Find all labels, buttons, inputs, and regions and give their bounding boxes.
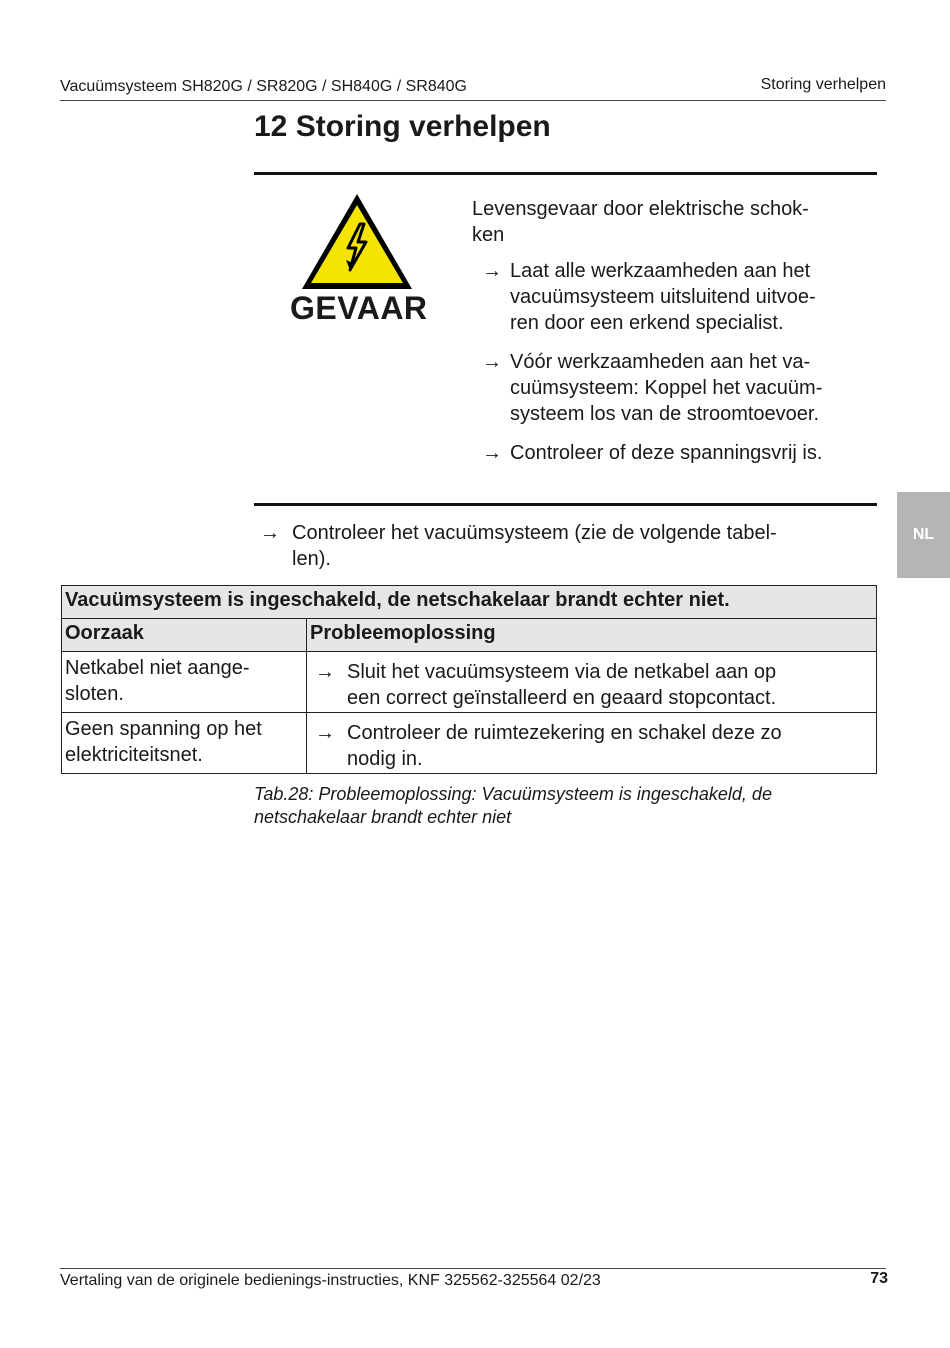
safety-step-text: Vóór werkzaamheden aan het va- cuümsysteem: Koppel het vacuüm- systeem los van de stroomtoevoer.: [510, 351, 823, 425]
arrow-right-icon: →: [315, 722, 335, 744]
table-row: [62, 713, 877, 774]
header-section: Storing verhelpen: [760, 76, 886, 93]
troubleshooting-table: [61, 585, 877, 774]
language-tab: NL: [897, 492, 950, 578]
footer-text: Vertaling van de originele bedienings-instructies, KNF 325562-325564 02/23: [60, 1272, 601, 1289]
table-title: Vacuümsysteem is ingeschakeld, de netschakelaar brandt echter niet.: [62, 586, 877, 619]
intro-action-text: Controleer het vacuümsysteem (zie de volgende tabel- len).: [292, 522, 777, 570]
safety-steps: [482, 258, 877, 479]
cause-cell: Geen spanning op het elektriciteitsnet.: [62, 713, 307, 774]
solution-cell: [307, 713, 877, 774]
solution-cell: [307, 652, 877, 713]
hazard-text: Levensgevaar door elektrische schok- ken: [472, 198, 809, 246]
intro-action: [260, 520, 850, 572]
header-divider: [60, 100, 886, 101]
electric-hazard-icon: [300, 192, 414, 292]
safety-top-rule: [254, 172, 877, 175]
page-title: 12 Storing verhelpen: [254, 110, 551, 143]
footer-divider: [60, 1268, 886, 1269]
arrow-right-icon: →: [482, 260, 502, 282]
safety-step: [482, 258, 877, 336]
solution-text: Sluit het vacuümsysteem via de netkabel aan op een correct geïnstalleerd en geaard stopcontact.: [347, 661, 777, 709]
safety-step: [482, 440, 877, 466]
arrow-right-icon: →: [482, 351, 502, 373]
table-row: [62, 652, 877, 713]
safety-step-text: Controleer of deze spanningsvrij is.: [510, 442, 823, 464]
arrow-right-icon: →: [482, 442, 502, 464]
signal-word: GEVAAR: [290, 290, 428, 326]
safety-step: [482, 349, 877, 427]
header-product: Vacuümsysteem SH820G / SR820G / SH840G / SR840G: [60, 78, 467, 95]
solution-text: Controleer de ruimtezekering en schakel deze zo nodig in.: [347, 722, 782, 770]
table-caption: Tab.28: Probleemoplossing: Vacuümsysteem is ingeschakeld, de netschakelaar brandt echter niet: [254, 784, 772, 827]
page-number: 73: [870, 1270, 888, 1287]
column-header-solution: Probleemoplossing: [307, 619, 877, 652]
safety-bottom-rule: [254, 503, 877, 506]
cause-cell: Netkabel niet aange- sloten.: [62, 652, 307, 713]
arrow-right-icon: →: [260, 522, 280, 544]
arrow-right-icon: →: [315, 661, 335, 683]
safety-step-text: Laat alle werkzaamheden aan het vacuümsysteem uitsluitend uitvoe- ren door een erkend specialist.: [510, 260, 816, 334]
column-header-cause: Oorzaak: [62, 619, 307, 652]
